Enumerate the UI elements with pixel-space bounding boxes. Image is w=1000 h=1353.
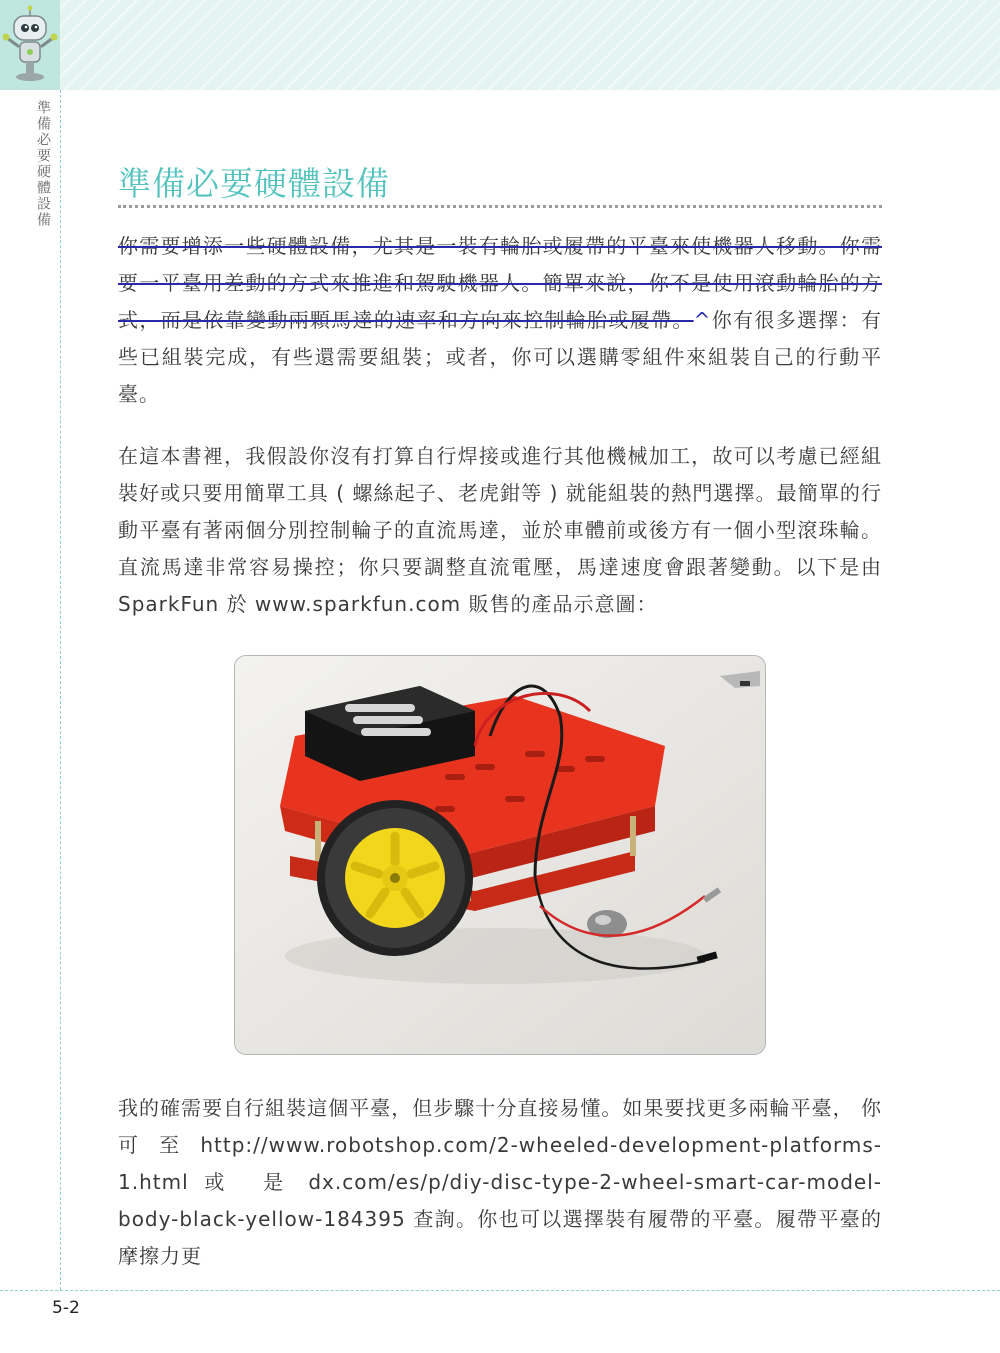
header-band [0,0,1000,90]
page-number: 5-2 [52,1298,80,1318]
robot-mascot-icon [0,0,60,90]
robot-chassis-photo [235,656,765,1054]
footer-divider [0,1290,1000,1291]
sidebar-divider [60,90,61,1290]
product-photo [234,655,766,1055]
paragraph-2: 在這本書裡，我假設你沒有打算自行焊接或進行其他機械加工，故可以考慮已經組裝好或只要用簡單工具 ( 螺絲起子、老虎鉗等 ) 就能組裝的熱門選擇。最簡單的行動平臺有著兩個分別控制輪子的直流馬達，並於車體前或後方有一個小型滾珠輪。直流馬達非常容易操控；你只要調整直流電壓，馬達速度會跟著變動。以下是由 SparkFun 於 www.sparkfun.com 販售的產品示意圖： [118,444,882,616]
insertion-caret: ^ [693,308,712,332]
paragraph-3: 我的確需要自行組裝這個平臺，但步驟十分直接易懂。如果要找更多兩輪平臺， 你 可 至 http://www.robotshop.com/2-wheeled-development-platforms-1.html 或 是 dx.com/es/p/diy-disc-type-2-wheel-smart-car-model-body-black-yellow-184395 查詢。你也可以選擇裝有履帶的平臺。履帶平臺的摩擦力更 [118,1096,882,1268]
paragraph-1 [118,228,882,413]
paragraph-1-text: 你有很多選擇：有些已組裝完成，有些還需要組裝；或者，你可以選購零組件來組裝自己的行動平臺。 [118,308,883,406]
section-title: 準備必要硬體設備 [118,164,390,203]
struck-through-text: 你需要增添一些硬體設備，尤其是一裝有輪胎或履帶的平臺來使機器人移動。你需要一平臺用差動的方式來推進和駕駛機器人。簡單來說，你不是使用滾動輪胎的方式，而是依靠變動兩顆馬達的速率和方向來控制輪胎或履帶。 [118,234,882,332]
title-dotted-rule [118,205,882,208]
chapter-side-label: 準備必要硬體設備 [35,100,51,228]
logo-box [0,0,60,90]
